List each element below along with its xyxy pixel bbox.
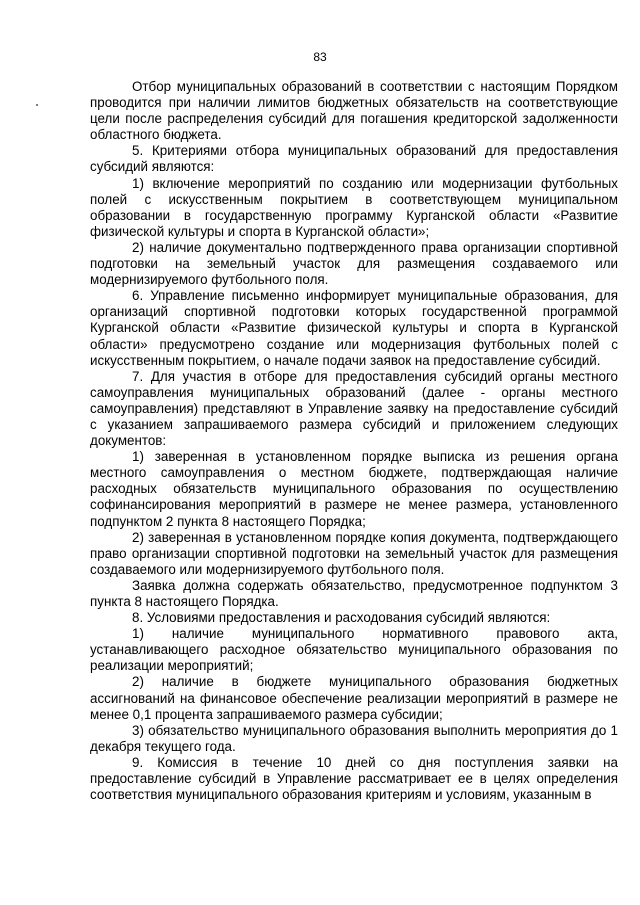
paragraph: 8. Условиями предоставления и расходования субсидий являются: bbox=[132, 610, 551, 626]
scan-speck bbox=[36, 104, 38, 106]
paragraph: 1) наличие муниципального нормативного правового акта, устанавливающего расходное обязательство муниципального образования по реализации мероприятий; bbox=[90, 626, 618, 674]
paragraph: 2) заверенная в установленном порядке копия документа, подтверждающего право организации спортивной подготовки на земельный участок для размещения создаваемого или модернизируемого футбольного поля. bbox=[90, 529, 618, 577]
document-body bbox=[90, 79, 618, 803]
paragraph: 2) наличие документально подтвержденного права организации спортивной подготовки на земельный участок для размещения создаваемого или модернизируемого футбольного поля. bbox=[90, 239, 618, 288]
paragraph: 1) заверенная в установленном порядке выписка из решения органа местного самоуправления о местном бюджете, подтверждающая наличие расходных обязательств муниципального образования по осуществлению софинансирования мероприятий в размере не менее размера, установленного подпунктом 2 пункта 8 настоящего Порядка; bbox=[90, 449, 618, 529]
paragraph: 2) наличие в бюджете муниципального образования бюджетных ассигнований на финансовое обеспечение реализации мероприятий в размере не менее 0,1 процента запрашиваемого размера субсидии; bbox=[90, 674, 618, 722]
paragraph: Заявка должна содержать обязательство, предусмотренное подпунктом 3 пункта 8 настоящего Порядка. bbox=[90, 577, 618, 609]
paragraph: 7. Для участия в отборе для предоставления субсидий органы местного самоуправления муниципальных образований (далее - органы местного самоуправления) представляют в Управление заявку на предоставление субсидий с указанием запрашиваемого размера субсидий и приложением следующих документов: bbox=[90, 368, 618, 449]
paragraph: 3) обязательство муниципального образования выполнить мероприятия до 1 декабря текущего года. bbox=[90, 722, 618, 754]
paragraph: 5. Критериями отбора муниципальных образований для предоставления субсидий являются: bbox=[90, 143, 618, 175]
paragraph: 9. Комиссия в течение 10 дней со дня поступления заявки на предоставление субсидий в Управление рассматривает ее в целях определения соответствия муниципального образования критериям и условиям, указанным в bbox=[90, 754, 618, 803]
page-number: 83 bbox=[313, 50, 327, 64]
paragraph: Отбор муниципальных образований в соответствии с настоящим Порядком проводится при наличии лимитов бюджетных обязательств на соответствующие цели после распределения субсидий для погашения кредиторской задолженности областного бюджета. bbox=[90, 79, 618, 143]
paragraph: 6. Управление письменно информирует муниципальные образования, для организаций спортивной подготовки которых государственной программой Курганской области «Развитие физической культуры и спорта в Курганской области» предусмотрено создание или модернизация футбольных полей с искусственным покрытием, о начале подачи заявок на предоставление субсидий. bbox=[90, 288, 618, 368]
paragraph: 1) включение мероприятий по созданию или модернизации футбольных полей с искусственным покрытием в соответствующем муниципальном образовании в государственную программу Курганской области «Развитие физической культуры и спорта в Курганской области»; bbox=[90, 175, 618, 239]
